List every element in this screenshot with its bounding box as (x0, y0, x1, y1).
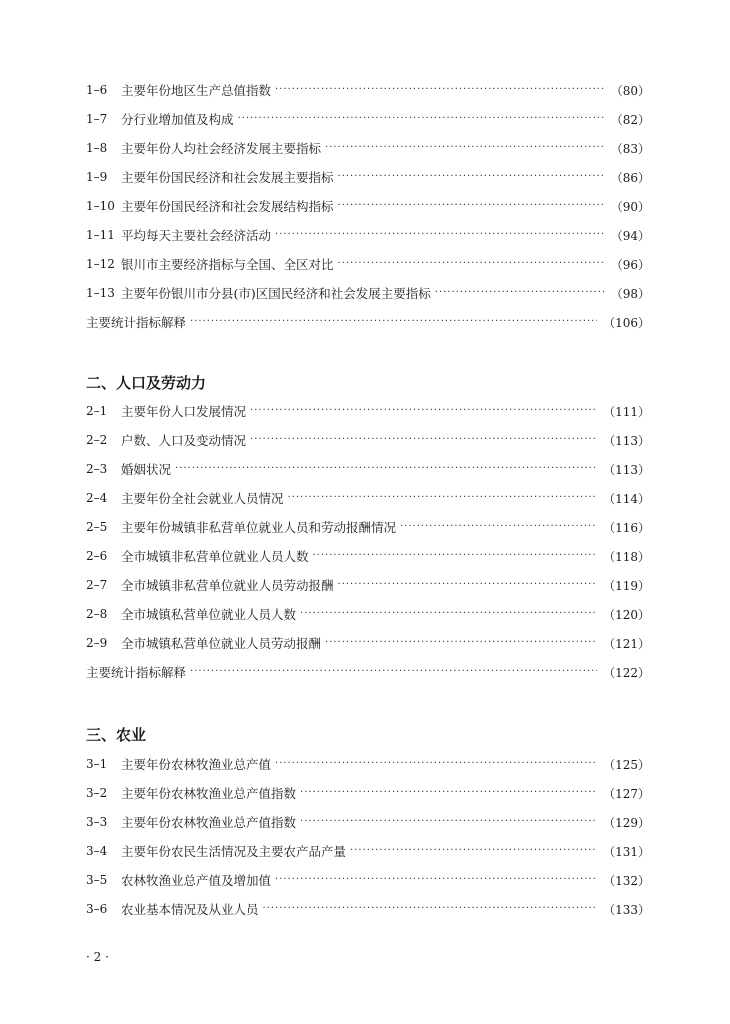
dot-leader (325, 633, 597, 653)
entry-number: 1–10 (86, 199, 115, 213)
toc-entry[interactable] (86, 517, 650, 537)
entry-page: （111） (603, 404, 650, 419)
entry-page: （127） (603, 786, 650, 801)
toc-entry-notes[interactable] (86, 662, 650, 682)
dot-leader (288, 488, 598, 508)
toc-entry-notes[interactable] (86, 312, 650, 332)
entry-title: 主要年份国民经济和社会发展主要指标 (121, 170, 334, 185)
entry-number: 3–1 (86, 757, 108, 771)
entry-number: 3–3 (86, 815, 108, 829)
entry-title: 农业基本情况及从业人员 (121, 902, 259, 917)
dot-leader (300, 604, 597, 624)
entry-title: 主要年份人口发展情况 (121, 404, 247, 419)
entry-number: 2–1 (86, 404, 108, 418)
dot-leader (190, 662, 597, 682)
entry-title: 婚姻状况 (121, 462, 172, 477)
entry-title: 主要年份地区生产总值指数 (121, 83, 272, 98)
entry-title: 银川市主要经济指标与全国、全区对比 (121, 257, 334, 272)
entry-title: 全市城镇非私营单位就业人员劳动报酬 (121, 578, 334, 593)
entry-title: 主要年份城镇非私营单位就业人员和劳动报酬情况 (121, 520, 397, 535)
toc-entry[interactable] (86, 196, 650, 216)
dot-leader (300, 812, 597, 832)
entry-page: （116） (603, 520, 650, 535)
entry-page: （98） (610, 286, 650, 301)
entry-page: （118） (603, 549, 650, 564)
entry-number: 2–9 (86, 636, 108, 650)
entry-number: 1–8 (86, 141, 108, 155)
entry-title: 主要年份农林牧渔业总产值 (121, 757, 272, 772)
dot-leader (325, 138, 605, 158)
section-heading: 三、农业 (86, 726, 147, 744)
toc-entry[interactable] (86, 138, 650, 158)
toc-entry[interactable] (86, 783, 650, 803)
entry-title: 主要年份农民生活情况及主要农产品产量 (121, 844, 347, 859)
entry-number: 2–5 (86, 520, 108, 534)
entry-page: （96） (610, 257, 650, 272)
toc-entry[interactable] (86, 754, 650, 774)
entry-title: 主要统计指标解释 (86, 315, 187, 330)
dot-leader (175, 459, 597, 479)
entry-page: （113） (603, 462, 650, 477)
entry-page: （113） (603, 433, 650, 448)
toc-entry[interactable] (86, 80, 650, 100)
toc-entry[interactable] (86, 841, 650, 861)
entry-page: （82） (610, 112, 650, 127)
entry-page: （86） (610, 170, 650, 185)
entry-page: （122） (603, 665, 650, 680)
entry-title: 主要年份人均社会经济发展主要指标 (121, 141, 322, 156)
toc-entry[interactable] (86, 488, 650, 508)
dot-leader (350, 841, 597, 861)
toc-entry[interactable] (86, 167, 650, 187)
dot-leader (338, 254, 605, 274)
entry-number: 1–7 (86, 112, 108, 126)
toc-entry[interactable] (86, 604, 650, 624)
dot-leader (435, 283, 605, 303)
entry-number: 1–12 (86, 257, 115, 271)
toc-entry[interactable] (86, 459, 650, 479)
entry-page: （133） (603, 902, 650, 917)
entry-number: 1–13 (86, 286, 115, 300)
dot-leader (300, 783, 597, 803)
entry-title: 主要年份农林牧渔业总产值指数 (121, 786, 297, 801)
entry-page: （94） (610, 228, 650, 243)
dot-leader (263, 899, 598, 919)
dot-leader (275, 225, 605, 245)
entry-page: （132） (603, 873, 650, 888)
toc-entry[interactable] (86, 870, 650, 890)
toc-entry[interactable] (86, 812, 650, 832)
toc-entry[interactable] (86, 254, 650, 274)
entry-title: 主要年份农林牧渔业总产值指数 (121, 815, 297, 830)
section-heading: 二、人口及劳动力 (86, 374, 207, 392)
toc-entry[interactable] (86, 633, 650, 653)
entry-page: （114） (603, 491, 650, 506)
toc-entry[interactable] (86, 401, 650, 421)
dot-leader (400, 517, 597, 537)
entry-page: （131） (603, 844, 650, 859)
entry-title: 户数、人口及变动情况 (121, 433, 247, 448)
dot-leader (338, 167, 605, 187)
dot-leader (238, 109, 605, 129)
entry-title: 平均每天主要社会经济活动 (121, 228, 272, 243)
dot-leader (275, 80, 605, 100)
dot-leader (190, 312, 597, 332)
entry-page: （106） (603, 315, 650, 330)
dot-leader (338, 575, 598, 595)
entry-number: 3–4 (86, 844, 108, 858)
entry-page: （120） (603, 607, 650, 622)
entry-page: （125） (603, 757, 650, 772)
entry-title: 主要年份全社会就业人员情况 (121, 491, 284, 506)
toc-entry[interactable] (86, 546, 650, 566)
toc-entry[interactable] (86, 283, 650, 303)
entry-number: 2–8 (86, 607, 108, 621)
entry-number: 3–6 (86, 902, 108, 916)
entry-number: 2–6 (86, 549, 108, 563)
entry-title: 全市城镇非私营单位就业人员人数 (121, 549, 309, 564)
entry-page: （83） (610, 141, 650, 156)
toc-entry[interactable] (86, 430, 650, 450)
entry-page: （129） (603, 815, 650, 830)
entry-number: 2–7 (86, 578, 108, 592)
entry-page: （119） (603, 578, 650, 593)
entry-title: 全市城镇私营单位就业人员人数 (121, 607, 297, 622)
entry-page: （80） (610, 83, 650, 98)
entry-number: 1–9 (86, 170, 108, 184)
entry-title: 农林牧渔业总产值及增加值 (121, 873, 272, 888)
toc-entry[interactable] (86, 575, 650, 595)
dot-leader (338, 196, 605, 216)
dot-leader (275, 754, 597, 774)
entry-number: 3–5 (86, 873, 108, 887)
page-number-footer: · 2 · (86, 950, 109, 964)
dot-leader (250, 430, 597, 450)
entry-number: 3–2 (86, 786, 108, 800)
entry-title: 主要年份国民经济和社会发展结构指标 (121, 199, 334, 214)
dot-leader (275, 870, 597, 890)
toc-entry[interactable] (86, 109, 650, 129)
entry-page: （121） (603, 636, 650, 651)
entry-number: 1–11 (86, 228, 115, 242)
entry-title: 主要统计指标解释 (86, 665, 187, 680)
entry-number: 1–6 (86, 83, 108, 97)
entry-number: 2–3 (86, 462, 108, 476)
entry-title: 主要年份银川市分县(市)区国民经济和社会发展主要指标 (121, 286, 431, 301)
dot-leader (250, 401, 597, 421)
entry-title: 分行业增加值及构成 (121, 112, 234, 127)
toc-entry[interactable] (86, 899, 650, 919)
entry-page: （90） (610, 199, 650, 214)
entry-title: 全市城镇私营单位就业人员劳动报酬 (121, 636, 322, 651)
entry-number: 2–4 (86, 491, 108, 505)
dot-leader (313, 546, 598, 566)
entry-number: 2–2 (86, 433, 108, 447)
toc-entry[interactable] (86, 225, 650, 245)
